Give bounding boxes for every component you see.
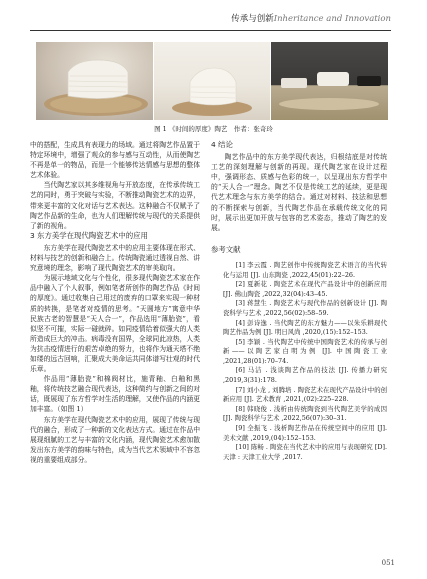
right-column	[211, 140, 387, 462]
running-header	[30, 8, 391, 31]
reference-item: [6] 马洁 . 浅谈陶艺作品的技法 [J]. 传播力研究 ,2019,3(31):178.	[223, 366, 387, 385]
body-paragraph: 中的搭配，生成具有表现力的场域。通过将陶艺作品置于特定环境中，增强了观众的参与感与互动性，从而使陶艺不再是单一的物品，而是一个能够传达情感与思想的整体艺术体验。	[30, 141, 200, 180]
journal-section-title: 传承与创新	[231, 14, 274, 24]
conclusion-paragraph: 陶艺作品中的东方美学现代表达，归根结底是对传统工艺的深刻理解与创新的再现。现代陶艺家在设计过程中，强调形态、质感与色彩的统一，以呈现出东方哲学中的“天人合一”理念。陶艺不仅是传统工艺的延续，更是现代艺术理念与东方美学的结合。通过对材料、技法和思想的不断探索与创新，当代陶艺作品在承载传统文化的同时，展示出更加开放与包容的艺术姿态，推动了陶艺的发展。	[211, 153, 387, 232]
reference-item: [3] 蒋慧生 . 陶瓷艺术与现代作品的创新设计 [J]. 陶瓷科学与艺术 ,2022,56(02):58–59.	[223, 299, 387, 317]
figure-photo-1	[36, 42, 153, 120]
reference-item: [4] 彭诗逸 . 当代陶艺的东方魅力——以朱乐耕现代陶艺作品为例 [J]. 明日风尚 ,2020,(15):152–153.	[223, 318, 387, 337]
body-paragraph: 为展示地域文化与个性化，很多现代陶瓷艺术家在作品中融入了个人叙事，例如笔者所创作的陶艺作品《时间的厚度》。通过收集自己用过的废弃的口罩来实现一种材质的转换，是笔者对疫情的思考。“天圆地方”寓意中华民族古老的智慧是“天人合一”，作品选用“薄胎瓷”，看似坚不可摧，实际一碰就碎。如同疫情给着似强大的人类所造成巨大的冲击。病毒没有国界，全球同此凉热，人类为抗击疫情进行的艰苦卓绝的努力，也将作为通天塔不绝如缕的远古回响，汇聚成大美命运共同体谱写壮观的时代乐章。	[30, 274, 200, 374]
figure-photo-3	[271, 42, 388, 120]
ceramic-photo-1-svg	[36, 42, 153, 120]
reference-item: [1] 李云霞 . 陶艺创作中传统陶瓷艺术语言的当代转化与运用 [J]. 山东陶瓷 ,2022,45(01):22–26.	[223, 260, 387, 279]
journal-section-subtitle: Inheritance and Innovation	[273, 14, 391, 24]
reference-list	[211, 261, 387, 462]
ceramic-photo-3-svg	[271, 42, 388, 120]
reference-item: [5] 李颖 . 当代陶艺中传统中国陶瓷艺术的传承与创新——以陶艺家白明为例 [J]. 中国陶瓷工业 ,2021,28(01):70–74.	[223, 337, 387, 365]
figure-photo-2	[154, 42, 270, 120]
body-paragraph: 作品用“薄胎瓷”和棉阀材比，施青釉、白釉和黑釉，将传统技艺融合现代表达，这种简约与创新之间的对话，既展现了东方哲学对生活的理解，又使作品的内涵更加丰富。（如图 1）	[30, 375, 200, 414]
reference-item: [9] 全振飞 . 浅析陶艺作品在传统空间中的应用 [J]. 美术文献 ,2019,(04):152–153.	[223, 424, 387, 442]
reference-item: [7] 刘小龙 , 刘腾培 . 陶瓷艺术在现代产品设计中的创新应用 [J]. 艺术教育 ,2021,(02):225–228.	[223, 385, 387, 404]
body-paragraph: 东方美学在现代陶瓷艺术中的应用主要体现在形式、材料与技艺的创新和融合上。传统陶瓷通过透视自然、讲究意境的理念，影响了现代陶瓷艺术的审美取向。	[30, 243, 200, 273]
figure-1	[36, 42, 388, 120]
reference-item: [2] 夏新花 . 陶瓷艺术在现代产品设计中的创新应用 [J]. 佛山陶瓷 ,2022,32(04):43–45.	[223, 280, 387, 298]
figure-caption: 图 1 《时间的厚度》陶艺 作者：张奇玲	[154, 125, 273, 133]
references-heading: 参考文献	[211, 244, 241, 254]
reference-item: [8] 韩晓俊 . 浅析由传统陶瓷到当代陶艺美学的成因 [J]. 陶瓷科学与艺术 ,2022,56(07):30–31.	[223, 404, 387, 423]
body-paragraph: 东方美学在现代陶瓷艺术中的应用，展现了传统与现代的融合，形成了一种新的文化表达方式。通过在作品中展现细腻的工艺与丰富的文化内涵，现代陶瓷艺术愈加散发出东方美学的韵味与特色，成为当代艺术领域中不容忽视的重要组成部分。	[30, 415, 200, 464]
section-heading-4: 4 结论	[211, 140, 233, 149]
reference-item: [10] 陈畅 . 陶瓷在当代艺术中的应用与表现研究 [D]. 天津 : 天津工业大学 ,2017.	[223, 443, 387, 461]
body-paragraph: 当代陶艺家以其多维视角与开放态度，在传承传统工艺的同时，勇于突破与实验，不断推动陶瓷艺术的边界，带来更丰富的文化对话与艺术表达。这种融合不仅赋予了陶艺作品新的生命，也为人们理解传统与现代的关系提供了新的视角。	[30, 181, 200, 230]
ceramic-photo-2-svg	[154, 42, 270, 120]
section-heading-3: 3 东方美学在现代陶瓷艺术中的应用	[30, 230, 148, 240]
left-column	[30, 140, 200, 465]
page-number: 051	[381, 559, 395, 567]
